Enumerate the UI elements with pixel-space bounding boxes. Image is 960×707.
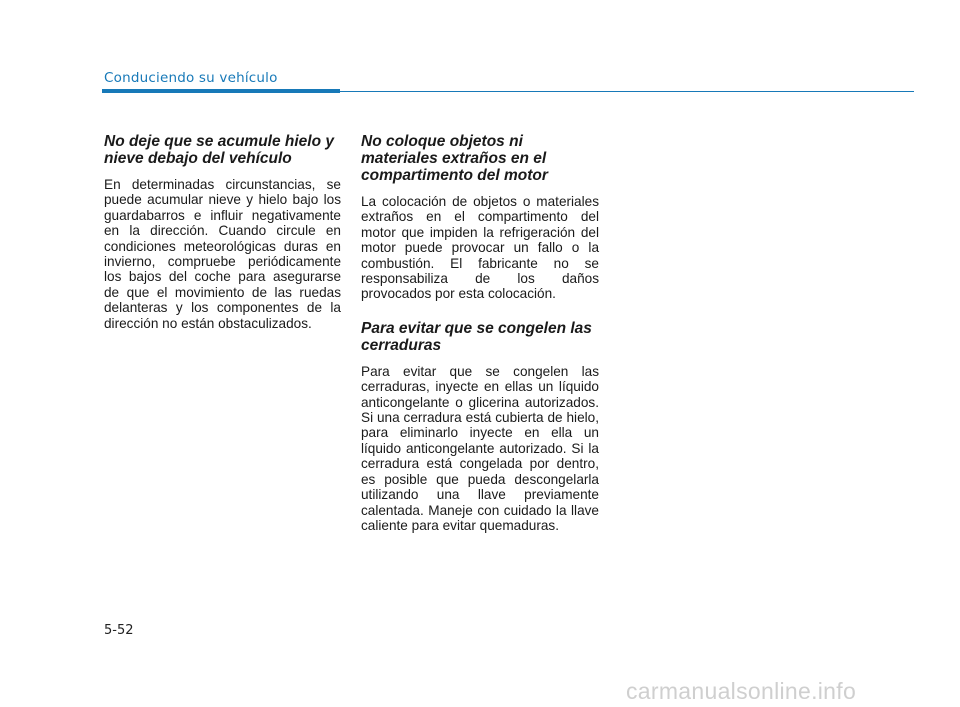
section-body-engine-objects: La colocación de objetos o materiales extraños en el compartimento del motor que impiden la refrigeración del motor puede provocar un fallo o la combustión. El fabricante no se responsabiliza de los daños provocados por esta colocación. <box>361 194 599 302</box>
section-heading-ice-snow: No deje que se acumule hielo y nieve debajo del vehículo <box>104 133 334 167</box>
right-column <box>361 133 599 533</box>
section-body-ice-snow: En determinadas circunstancias, se puede acumular nieve y hielo bajo los guardabarros e influir negativamente en la dirección. Cuando circule en condiciones meteorológicas duras en invierno, compruebe periódicamente los bajos del coche para asegurarse de que el movimiento de las ruedas delanteras y los componentes de la dirección no están obstaculizados. <box>104 177 341 331</box>
section-heading-frozen-locks: Para evitar que se congelen las cerraduras <box>361 319 592 354</box>
header-rule-line <box>340 91 914 92</box>
header-rule-accent <box>102 89 340 93</box>
left-column <box>104 133 341 331</box>
section-header-title: Conduciendo su vehículo <box>104 70 278 86</box>
section-body-frozen-locks: Para evitar que se congelen las cerraduras, inyecte en ellas un líquido anticongelante o glicerina autorizados. Si una cerradura está cubierta de hielo, para eliminarlo inyecte en ella un líquido anticongelante autorizado. Si la cerradura está congelada por dentro, es posible que pueda descongelarla utilizando una llave previamente calentada. Maneje con cuidado la llave caliente para evitar quemaduras. <box>361 363 599 533</box>
section-heading-engine-objects: No coloque objetos ni materiales extraños en el compartimento del motor <box>361 133 548 184</box>
page-number: 5-52 <box>104 623 134 638</box>
watermark-text: carmanualsonline.info <box>626 678 857 704</box>
